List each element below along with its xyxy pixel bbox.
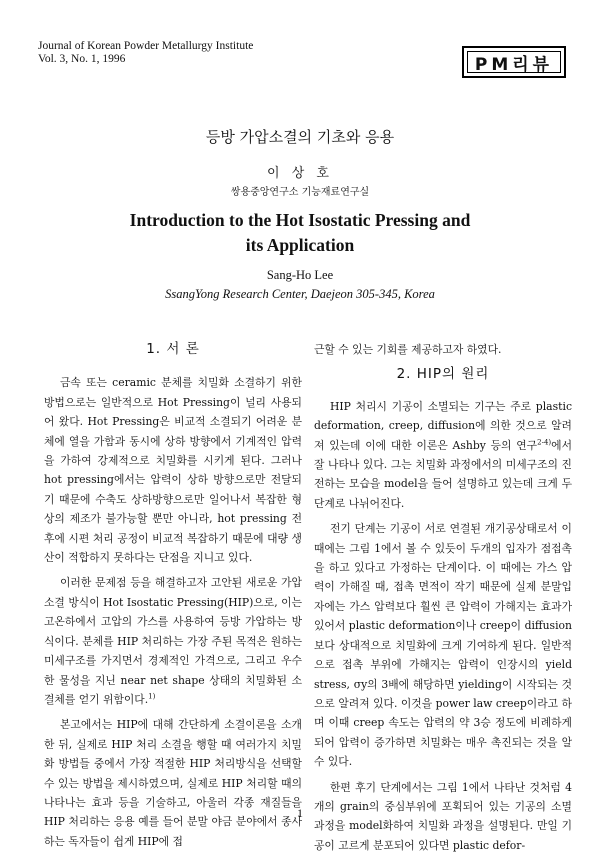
journal-name: Journal of Korean Powder Metallurgy Institute	[38, 40, 254, 52]
title-english-line1: Introduction to the Hot Isostatic Pressing and	[129, 210, 471, 230]
intro-paragraph-3: 본고에서는 HIP에 대해 간단하게 소결이론을 소개한 뒤, 실제로 HIP 처리 소결을 행할 때 여러가지 치밀화 방법들 중에서 가장 적절한 HIP 처리방식을 선택할 수 있는 방법을 제시하였으며, 실제로 HIP 처리할 때의 나타나는 효과 등을 기술하고, 아울러 각종 재질들을 HIP 처리하는 응용 예를 들어 분말 야금 분야에서 종사하는 독자들이 쉽게 HIP에 접	[44, 718, 302, 848]
principle-paragraph-1	[314, 397, 572, 513]
section-heading-introduction: 1. 서 론	[146, 341, 200, 357]
principle-paragraph-2: 전기 단계는 기공이 서로 연결된 개기공상태로서 이 때에는 그림 1에서 볼 수 있듯이 두개의 입자가 점접촉을 하고 있다고 가정하는 단계이다. 이 때에는 가스 압력이 가해질 때, 접촉 면적이 작기 때문에 실제 분말입자에는 가스 압력보다 훨씬 큰 압력이 가해지는 효과가 있어서 plastic deformation이나 creep이 diffusion보다 상대적으로 치밀화에 크게 기여하게 된다. 일반적으로 접촉 부위에 가해지는 압력이 인장시의 yield stress, σy의 3배에 해당하면 yielding이 시작되는 것으로 알려져 있다. 이것을 power law creep이라고 하며 이때 creep 속도는 압력의 약 3승 정도에 비례하게 되어 압력이 증가하면 치밀화는 매우 촉진되는 것을 알 수 있다.	[314, 522, 572, 769]
author-korean: 이 상 호	[267, 166, 333, 181]
title-korean: 등방 가압소결의 기초와 응용	[205, 128, 395, 146]
badge-label: PM리뷰	[474, 54, 554, 75]
affiliation-korean: 쌍용중앙연구소 기능재료연구실	[230, 187, 370, 198]
intro-paragraph-2	[44, 573, 302, 709]
title-english	[0, 208, 600, 258]
intro-continuation: 근할 수 있는 기회를 제공하고자 하였다.	[314, 343, 502, 356]
section-badge	[462, 46, 566, 78]
author-english: Sang-Ho Lee	[266, 268, 334, 282]
left-column	[44, 340, 302, 857]
intro-paragraph-2-text: 이러한 문제점 등을 해결하고자 고안된 새로운 가압 소결 방식이 Hot Isostatic Pressing(HIP)으로, 이는 고온하에서 고압의 가스를 사용하여 등방 가압하는 방식이다. 분체를 HIP 처리하는 가장 주된 목적은 원하는 미세구조를 가지면서 경제적인 가격으로, 그리고 우수한 물성을 지닌 near net shape 상태의 치밀화된 소결체를 얻기 위함이다.	[44, 576, 302, 706]
title-english-line2: its Application	[245, 235, 355, 255]
right-column	[314, 340, 572, 861]
principle-paragraph-1a: HIP 처리시 기공이 소멸되는 기구는 주로 plastic deformation, creep, diffusion에 의한 것으로 알려져 있는데 이에 대한 이론은 Ashby 등의 연구	[314, 399, 572, 452]
affiliation-english: SsangYong Research Center, Daejeon 305-345, Korea	[165, 287, 435, 301]
principle-paragraph-1b: 에서 잘 나타나 있다. 그는 치밀화 과정에서의 미세구조의 진전하는 모습을 model을 들어 설명하고 있는데 크게 두 단계로 나뉘어진다.	[314, 438, 572, 510]
section-heading-hip-principle: 2. HIP의 원리	[396, 366, 490, 383]
reference-mark: 1)	[148, 692, 156, 701]
reference-mark: 2-4)	[537, 438, 552, 447]
page-number: 1	[297, 806, 303, 820]
volume-info: Vol. 3, No. 1, 1996	[38, 53, 126, 65]
principle-paragraph-3: 한편 후기 단계에서는 그림 1에서 나타난 것처럼 4개의 grain의 중심부위에 포획되어 있는 기공의 소멸 과정을 model화하여 치밀화 과정을 설명된다. 만일 기공이 고르게 분포되어 있다면 plastic defor-	[314, 780, 572, 852]
intro-paragraph-1: 금속 또는 ceramic 분체를 치밀화 소결하기 위한 방법으로는 일반적으로 Hot Pressing이 널리 사용되어 왔다. Hot Pressing은 비교적 소결되기 어려운 분체에 열을 가함과 동시에 상하 방향에서 기계적인 압력을 가하여 강제적으로 치밀화를 시키게 된다. 그러나 hot pressing에서는 압력이 상하 방향으로만 전달되기 때문에 수축도 상하방향으로만 일어나서 복잡한 형상의 제조가 불가능할 뿐만 아니라, hot pressing 전후에 시편 처리 공정이 비교적 복잡하기 때문에 대량 생산이 적합하지 못하다는 단점을 지니고 있다.	[44, 376, 302, 565]
journal-header	[38, 40, 253, 66]
